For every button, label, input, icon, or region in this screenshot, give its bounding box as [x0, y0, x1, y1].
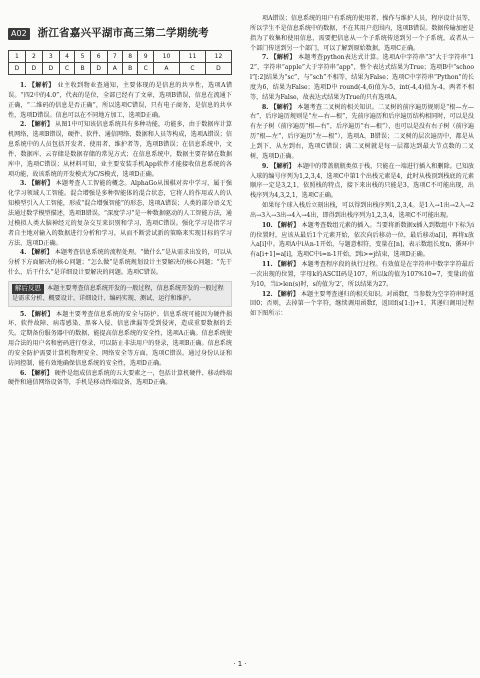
question-num: 9.	[262, 162, 269, 170]
question-num: 1.	[20, 82, 27, 89]
question-number: 10	[154, 51, 180, 63]
explanation-text: 本题考查信息系统的流程处理。“做什么”是从需求出发的，可以从分析下方面解决的核心问题；“怎么做”是系统规划设计主要解决的核心问题；“先干什么、后干什么”是详细设计要解决的问题。选项C错误。	[8, 249, 233, 277]
question-number: 3	[42, 51, 59, 63]
explanation-paragraph	[8, 120, 232, 179]
explanation-paragraph	[250, 103, 474, 162]
explanation-text: 本题考查人工智能的概念。AlphaGo从围棋对弈中学习，属于强化学习领域人工智能。混合增强是多种智能体的混合状态，它将人的作用或人的认知模型引入人工智能，形成“混合增强智能”的形态，选项A错误；人类的部分语义无法通过数学模型描述，选项B错误。“深度学习”是一种数据驱动的人工智能方法，通过模拟人类大脑神经元的复杂交互来识别和学习，选项C错误。强化学习是指学习者自主地对输入的数据进行分析和学习，从而不断尝试新的策略来实现目标的学习方法，选项D正确。	[8, 180, 233, 247]
answer-letter: D	[25, 63, 42, 75]
explanation-text: 本题考查二叉树的相关知识。二叉树的前序遍历规则是“根—左—右”，后序遍历规则是“左—右—根”，先前序遍历和后序遍历结构相同时，可以是没有左子树（前序遍历“根—右”，后序遍历“右—根”），也可以是没有右子树（前序遍历“根—左”，后序遍历“左—根”），选项A、B错误；二叉树的层次遍历中，都是从上到下、从左到右，选项C错误；满二叉树就是每一层都达到最大节点数的二叉树，选项D正确。	[250, 103, 475, 160]
answer-letter: D	[42, 63, 59, 75]
question-num: 3.	[20, 180, 27, 188]
question-number: 8	[122, 51, 137, 63]
page-number: · 1 ·	[233, 660, 247, 668]
reflection-tag: 解后反思	[12, 284, 44, 294]
analysis-label: 【解析】	[274, 290, 299, 298]
answer-table-numbers-row	[9, 51, 232, 63]
analysis-label: 【解析】	[28, 180, 54, 188]
answer-letter: D	[9, 63, 26, 75]
question-num: 12.	[262, 290, 273, 298]
question-num: 4.	[20, 249, 27, 257]
question-num: 11.	[262, 261, 273, 269]
question-num: 8.	[262, 103, 269, 111]
answer-letter: A	[107, 63, 122, 75]
answer-letter: C	[179, 63, 205, 75]
analysis-label: 【解析】	[28, 369, 53, 377]
explanation-text: 本题主要考查信息系统的安全与防护。信息系统可能因为硬件损坏、软件故障、病毒感染、黑客入侵、信息泄漏等受到侵害，造成重要数据的丢失。定期备份服务器中的数据，能提高信息系统的安全性，选项A正确。信息系统使用合法的用户名和密码进行登录，可以防止非法用户的登录，选项B正确。信息系统的安全防护需要计算机物理安全、网络安全等方面，选项C错误。通过身份认证和访问控制，能有效地确保信息系统的安全性，选项D正确。	[8, 310, 233, 367]
question-num: 5.	[20, 310, 27, 318]
explanation-text: 硬件是组成信息系统的五大要素之一，包括计算机硬件、移动终端硬件和通信网络设备等，手机是移动终端设备，选项D正确。	[8, 369, 233, 387]
paper-tag: A02	[8, 28, 30, 40]
question-num: 7.	[262, 54, 269, 62]
explanation-text: 项A错误；信息系统的用户有系统的使用者、操作与维护人员，程序设计员等，所以学生不是信息系统中的数据，不在其用户范围内，选项B错误。数据传输加密是指为了收集和使用信息，需要把信息从一个子系统传送到另一个子系统，或者从一个部门传送到另一个部门，可以了解到原始数据，选项C正确。	[250, 15, 474, 52]
answer-letter: C	[59, 63, 75, 75]
answer-table	[8, 50, 232, 75]
analysis-label: 【解析】	[28, 82, 55, 89]
question-number: 12	[205, 51, 231, 63]
explanation-paragraph	[8, 81, 232, 120]
explanation-text: 本题考查python表达式计算。选项A中字符串“3”大于字符串“12”，字符串“apple”大于字符串“app”，整个表达式结果为True；选项B中“school”[:2]结果为“sc”，与“sch”不相等，结果为False；选项C中字符串“Python”的长度为6，结果为False；选项D中 round(-4,6)值为-5，int(-4,4)值为-4，两者不相等，结果为False，故表达式结果为True的只有选项A。	[250, 54, 475, 101]
question-number: 2	[25, 51, 42, 63]
explanation-paragraph	[8, 310, 232, 369]
analysis-label: 【解析】	[28, 249, 53, 257]
explanation-paragraph	[8, 179, 232, 248]
explanation-paragraph	[250, 14, 474, 53]
explanation-text: 本题考查数组元素的插入。当要将新数据x插入到数组中下标为i的位置时，应该从最后1个元素开始，依次向后移动一位，最后移动a[i]，再将x放入a[i]中。选项A中i从n-1开始，与题意相符，变量在[n]，表示数组长度n，循环中有a[i+1]=a[i]，选项C中i=n-1开始，到i>=j结束，选项D正确。	[250, 221, 475, 259]
analysis-label: 【解析】	[270, 54, 296, 62]
explanation-paragraph	[250, 221, 474, 260]
analysis-label: 【解析】	[274, 221, 300, 229]
question-number: 9	[138, 51, 154, 63]
question-num: 10.	[262, 221, 273, 229]
question-number: 6	[90, 51, 107, 63]
answer-letter: D	[205, 63, 231, 75]
analysis-label: 【解析】	[274, 261, 300, 269]
explanation-paragraph	[8, 369, 232, 389]
answer-letter: B	[122, 63, 137, 75]
analysis-label: 【解析】	[28, 310, 54, 318]
exam-title: 浙江省嘉兴平湖市高三第二学期统考	[37, 27, 209, 40]
explanation-paragraph	[250, 201, 474, 221]
question-num: 2.	[20, 121, 27, 129]
question-number: 1	[9, 51, 26, 63]
question-num: 6.	[20, 369, 27, 377]
answer-letter: A	[154, 63, 180, 75]
question-number: 4	[59, 51, 75, 63]
explanation-paragraph	[250, 260, 474, 290]
analysis-label: 【解析】	[28, 121, 54, 129]
question-number: 5	[75, 51, 90, 63]
explanation-paragraph	[250, 162, 474, 201]
answer-letter: D	[90, 63, 107, 75]
reflection-box	[8, 281, 232, 307]
explanation-paragraph	[250, 290, 474, 320]
explanation-paragraph	[250, 53, 474, 102]
analysis-label: 【解析】	[270, 103, 296, 111]
explanation-text: 如果每个球入栈后立刻出栈，可以得到出栈序列1,2,3,4。是1入→1出→2入→2出→3入→3出→4入→4出，即得到出栈序列为1,2,3,4，选项C不可能出现。	[250, 202, 474, 219]
explanation-text: 业主收到物业查通知，主要体现的是信息的共享性，选项A错误。“四2中的4.0”，代表的是位，全部已经有了文章，选项B错误，信息在流通下正确，“二维码的信息是否正确”，所以选项C错误，只有电子商务，是信息的共享性，选项D错误。信息可以在不同地方加工，选项D正确。	[8, 82, 233, 119]
answer-letter: B	[75, 63, 90, 75]
explanation-text: 本题中的带盖瓶瓶类似于栈，只能在一端进行插入和删除。已知放入球的编号序列为1,2,3,4，选项C中第1个出栈元素是4，此时从栈顶到栈底的元素顺序一定是3,2,1，依照栈的特点，接下来出栈的只能是3，选项C不可能出现，出栈序列为4,3,2,1，选项C正确。	[250, 162, 475, 200]
right-column	[250, 14, 474, 319]
question-number: 7	[107, 51, 122, 63]
analysis-label: 【解析】	[270, 162, 295, 170]
explanation-text: 从图1中可知该信息系统具有多种功能，功能多，由于数据库计算机网络，选项B错误，硬件、软件、通信网络、数据和人员等构成，选项A错误；信息系统中的人员包括开发者、使用者、维护者等，选项B错误；在信息系统中，文件、数据库、云存储是数据存储的常见方式；在信息系统中，数据主要存储在数据库中，选项C错误；从材料可知，业主要安装手机App软件才能接收信息系统的各项功能，故该系统的开发模式为C/S模式，选项D正确。	[8, 121, 233, 178]
reflection-text: 本题主要考查信息系统开发的一般过程，信息系统开发的一般过程是需求分析、概要设计、详细设计、编码实现、测试、运行和维护。	[12, 284, 224, 302]
exam-header	[8, 24, 232, 44]
question-number: 11	[179, 51, 205, 63]
left-column	[8, 14, 232, 388]
explanation-text: 本题考查程序段的执行过程。有效值是在字符串中数字字符最后一次出现的位置，字母k的ASCII码是107，所以k的值为107%10=7，变量i的值为10，当i>len(s)时，s的值为‘2’，所以结果为27。	[250, 261, 475, 288]
answer-table-answers-row	[9, 63, 232, 75]
explanation-text: 本题主要考查递归的相关知识。对函数f，当参数为空字符串时返回0；否则，去掉第一个字符，继续调用函数f，返回f(s[1:])+1，其递归调用过程如下图所示：	[250, 290, 475, 318]
answer-letter: C	[138, 63, 154, 75]
explanation-paragraph	[8, 248, 232, 278]
